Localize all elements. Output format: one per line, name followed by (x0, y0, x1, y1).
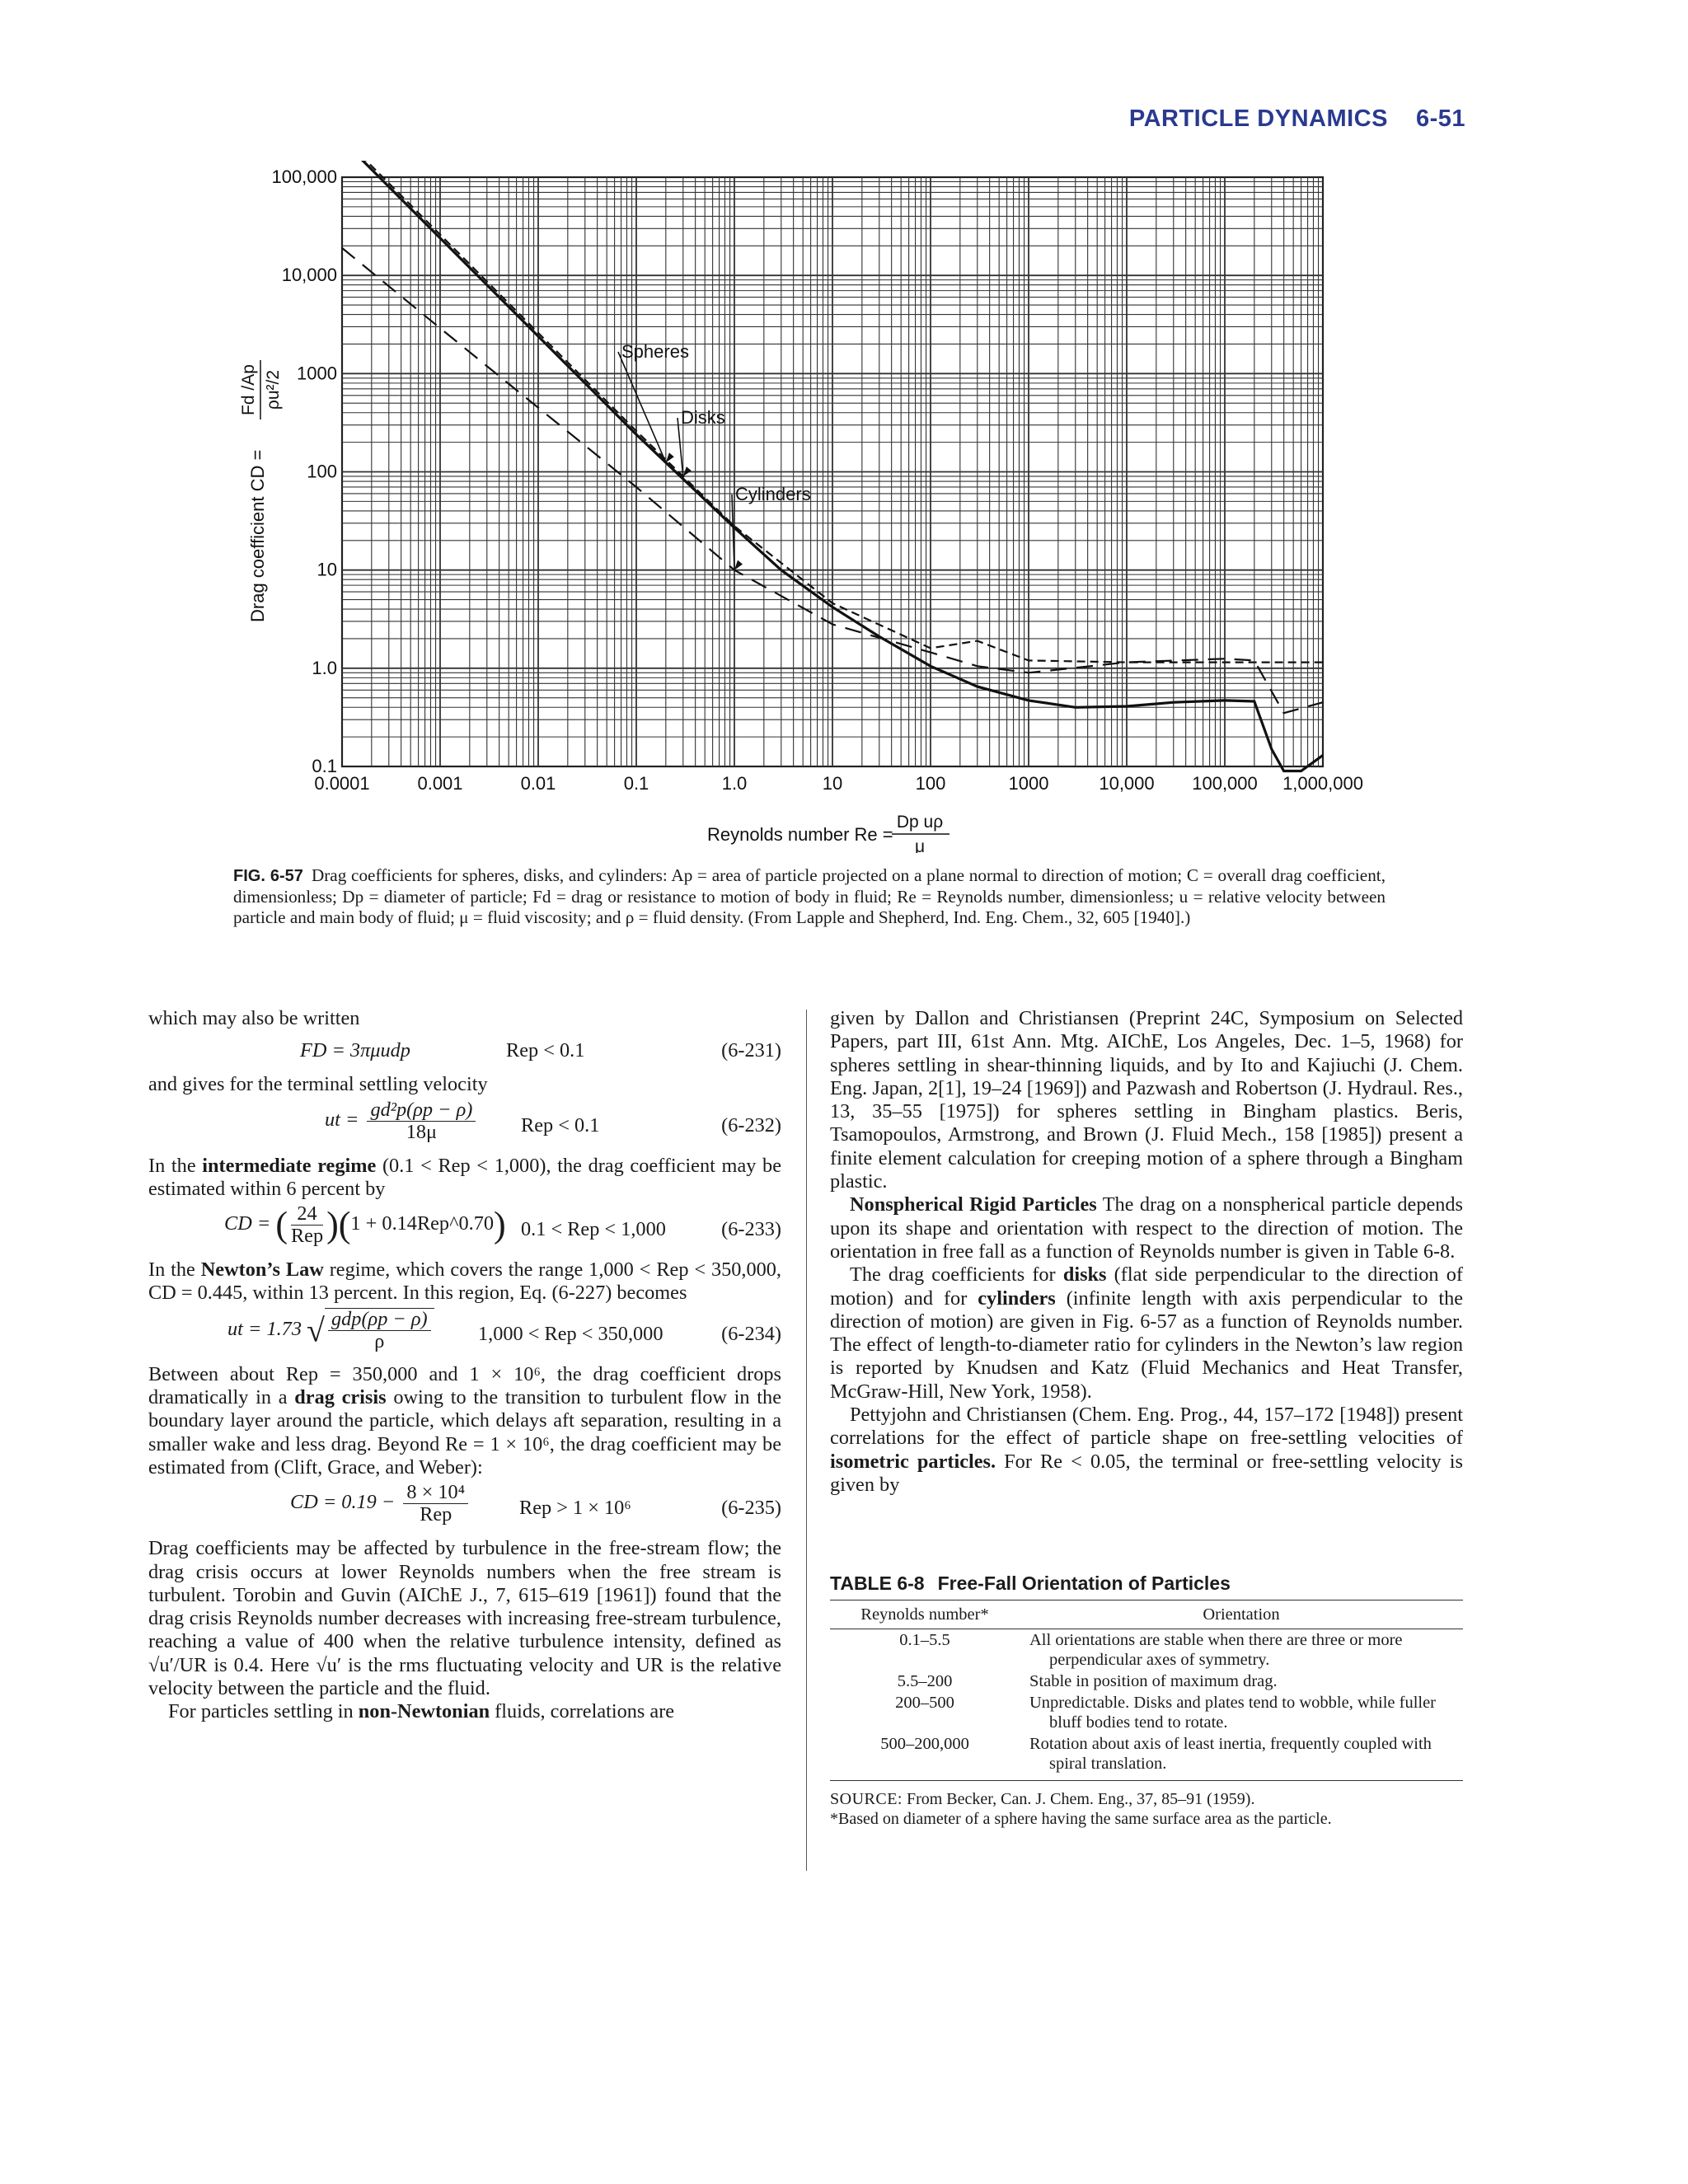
figure-caption-text: Drag coefficients for spheres, disks, and cylinders: Ap = area of particle projected on a plane normal to direction of motion; C = overall drag coefficient, dimensionless; Dp = diameter of particle; Fd = drag or resistance to motion of body in fluid; Re = Reynolds number, dimensionless; u = relative velocity between particle and main body of fluid; μ = fluid viscosity; and ρ = fluid density. (From Lapple and Shepherd, Ind. Eng. Chem., 32, 605 [1940].) (233, 865, 1386, 927)
equation-lhs: ut = 1.73 (227, 1317, 302, 1340)
x-tick-label: 1,000,000 (1282, 773, 1363, 794)
y-tick-label: 0.1 (312, 756, 337, 776)
right-column (830, 1007, 1463, 1497)
table-header: Orientation (1020, 1601, 1463, 1629)
leader-line (618, 352, 666, 462)
figure-caption (233, 865, 1386, 928)
equation-condition: Rep > 1 × 10⁶ (519, 1497, 631, 1520)
equation-lhs: FD = 3πμudp (300, 1039, 410, 1062)
x-axis-formula-denominator: μ (914, 837, 926, 853)
table-source: SOURCE: From Becker, Can. J. Chem. Eng., 37, 85–91 (1959). *Based on diameter of a sphere having the same surface area as the particle. (830, 1789, 1463, 1829)
fraction-denominator: Rep (290, 1225, 324, 1248)
table-row (830, 1629, 1463, 1671)
paragraph: Between about Rep = 350,000 and 1 × 10⁶, the drag coefficient drops dramatically in a drag crisis owing to the transition to turbulent flow in the boundary layer around the particle, which delays aft separation, resulting in a smaller wake and less drag. Beyond Re = 1 × 10⁶, the drag coefficient may be estimated from (Clift, Grace, and Weber): (148, 1362, 781, 1479)
x-tick-label: 1.0 (721, 773, 748, 794)
x-tick-label: 100 (915, 773, 946, 794)
table-row (830, 1733, 1463, 1781)
paragraph: Nonspherical Rigid Particles The drag on a nonspherical particle depends upon its shape and orientation with respect to the direction of motion. The orientation in free fall as a function of Reynolds number is given in Table 6-8. (830, 1193, 1463, 1263)
arrow-head (666, 452, 674, 462)
paragraph: and gives for the terminal settling velocity (148, 1073, 488, 1096)
table-6-8 (830, 1572, 1463, 1829)
equation-6-234: ut = 1.73 √ $\frac{\text{gdp(ρp − ρ)}}{\rho}$ 1,000 < Rep < 350,000 (6-234) (227, 1307, 781, 1352)
equation-condition: 1,000 < Rep < 350,000 (478, 1322, 663, 1345)
x-tick-label: 0.1 (623, 773, 649, 794)
y-axis-formula-numerator: Fd /Ap (239, 364, 258, 415)
paragraph: Pettyjohn and Christiansen (Chem. Eng. Prog., 44, 157–172 [1948]) present correlations for the effect of particle shape on free-settling velocities of isometric particles. For Re < 0.05, the terminal or free-settling velocity is given by (830, 1404, 1463, 1496)
table-cell: All orientations are stable when there are three or more perpendicular axes of symmetry. (1029, 1631, 1403, 1669)
left-column (148, 1007, 781, 1724)
paragraph: In the Newton’s Law regime, which covers the range 1,000 < Rep < 350,000, CD = 0.445, within 13 percent. In this region, Eq. (6-227) becomes (148, 1258, 782, 1305)
equation-6-232 (148, 1099, 781, 1152)
x-tick-label: 100,000 (1192, 773, 1258, 794)
drag-coefficient-chart (231, 161, 1401, 853)
y-tick-label: 100,000 (271, 166, 337, 187)
equation-6-235 (148, 1482, 781, 1535)
x-tick-label: 10,000 (1099, 773, 1155, 794)
paragraph: which may also be written (148, 1007, 360, 1029)
equation-number: (6-234) (721, 1322, 781, 1345)
y-axis-label: Drag coefficient CD = (247, 449, 268, 622)
table-row (830, 1671, 1463, 1692)
table-title: TABLE 6-8 Free-Fall Orientation of Particles (830, 1572, 1231, 1594)
equation-number: (6-232) (721, 1113, 781, 1137)
paragraph: given by Dallon and Christiansen (Preprint 24C, Symposium on Selected Papers, part III, 61st Ann. Mtg. AIChE, Los Angeles, Dec. 1–5, 1968) for spheres settling in shear-thinning liquids, and by Ito and Kajiuchi (J. Chem. Eng. Japan, 2[1], 19–24 [1969]) and Pazwash and Robertson (J. Hydraul. Res., 13, 35–55 [1975]) for spheres settling in Bingham plastics. Beris, Tsamopoulos, Armstrong, and Brown (J. Fluid Mech., 158 [1985]) present a finite element calculation for creeping motion of a sphere through a Bingham plastic. (830, 1007, 1463, 1193)
fraction-numerator: 8 × 10⁴ (403, 1482, 468, 1504)
equation-number: (6-231) (721, 1039, 781, 1062)
y-tick-label: 10,000 (281, 265, 337, 286)
x-axis-formula-numerator: Dp uρ (896, 813, 944, 832)
x-tick-label: 10 (822, 773, 843, 794)
orientation-table (830, 1600, 1463, 1781)
table-header: Reynolds number* (830, 1601, 1020, 1629)
equation-number: (6-233) (721, 1218, 781, 1241)
y-axis-formula-denominator: ρu²/2 (264, 369, 283, 410)
table-cell: Unpredictable. Disks and plates tend to wobble, while fuller bluff bodies tend to rotate. (1029, 1694, 1437, 1732)
table-cell: 200–500 (895, 1694, 954, 1712)
figure-label: FIG. 6-57 (233, 867, 303, 885)
paragraph: Drag coefficients may be affected by turbulence in the free-stream flow; the drag crisis occurs at lower Reynolds numbers when the free stream is turbulent. Torobin and Guvin (AIChE J., 7, 615–619 [1961]) found that the drag crisis Reynolds number decreases with increasing free-stream turbulence, reaching a value of 400 when the relative turbulence intensity, defined as √u′/UR is 0.4. Here √u′ is the rms fluctuating velocity and UR is the relative velocity between the particle and the fluid. (148, 1537, 781, 1700)
fraction-denominator: Rep (420, 1503, 452, 1526)
table-cell: 500–200,000 (830, 1733, 1020, 1781)
table-cell: Rotation about axis of least inertia, frequently coupled with spiral translation. (1029, 1735, 1432, 1773)
paren-expression: 1 + 0.14Rep^0.70 (350, 1212, 494, 1235)
arrow-head (734, 560, 743, 570)
table-cell: 5.5–200 (897, 1672, 953, 1690)
x-axis-label: Reynolds number Re = (707, 824, 893, 845)
equation-6-233: CD = ( $\frac{24}{\text{Rep}}$ )(1 + 0.14Rep^0.70) 0.1 < Rep < 1,000 (6-233) (224, 1202, 781, 1248)
fraction-numerator: gd²p(ρp − ρ) (367, 1099, 476, 1122)
page-number: 6-51 (1415, 105, 1465, 132)
series-label: Spheres (621, 341, 689, 362)
table-footnote: *Based on diameter of a sphere having the same surface area as the particle. (830, 1810, 1332, 1828)
x-tick-label: 1000 (1008, 773, 1049, 794)
x-tick-label: 0.0001 (314, 773, 370, 794)
equation-condition: Rep < 0.1 (506, 1039, 585, 1062)
x-tick-label: 0.01 (520, 773, 556, 794)
x-tick-label: 0.001 (417, 773, 463, 794)
fraction-denominator: 18μ (406, 1120, 438, 1143)
paragraph: For particles settling in non-Newtonian fluids, correlations are (168, 1700, 675, 1723)
table-cell: 0.1–5.5 (899, 1631, 950, 1649)
root-denominator: ρ (374, 1329, 385, 1352)
equation-condition: 0.1 < Rep < 1,000 (521, 1218, 666, 1241)
running-head (1121, 105, 1465, 133)
equation-lhs: CD = (224, 1212, 271, 1235)
table-cell: Stable in position of maximum drag. (1029, 1672, 1278, 1690)
equation-condition: Rep < 0.1 (521, 1113, 600, 1137)
y-tick-label: 100 (307, 461, 337, 482)
equation-number: (6-235) (721, 1497, 781, 1520)
y-axis-label-group (239, 360, 283, 622)
equation-lhs: ut = (325, 1108, 359, 1131)
series-label: Disks (681, 407, 725, 428)
y-tick-label: 10 (316, 559, 337, 580)
paragraph: In the intermediate regime (0.1 < Rep < 1,000), the drag coefficient may be estimated within 6 percent by (148, 1154, 781, 1200)
equation-6-231 (148, 1033, 781, 1071)
table-row (830, 1692, 1463, 1733)
equation-lhs: CD = 0.19 − (290, 1491, 396, 1514)
column-divider (806, 1010, 807, 1871)
root-numerator: gdp(ρp − ρ) (328, 1309, 431, 1331)
fraction-numerator: 24 (291, 1203, 323, 1226)
y-tick-label: 1.0 (312, 657, 337, 678)
y-tick-label: 1000 (297, 363, 337, 384)
section-heading: Nonspherical Rigid Particles (850, 1193, 1097, 1216)
running-head-title: PARTICLE DYNAMICS (1128, 105, 1388, 132)
paragraph: The drag coefficients for disks (flat side perpendicular to the direction of motion) and for cylinders (infinite length with axis perpendicular to the direction of motion) are given in Fig. 6-57 as a function of Reynolds number. The effect of length-to-diameter ratio for cylinders in the Newton’s law region is reported by Knudsen and Katz (Fluid Mechanics and Heat Transfer, McGraw-Hill, New York, 1958). (830, 1263, 1463, 1403)
series-label: Cylinders (735, 484, 811, 504)
chart-svg (231, 161, 1401, 853)
